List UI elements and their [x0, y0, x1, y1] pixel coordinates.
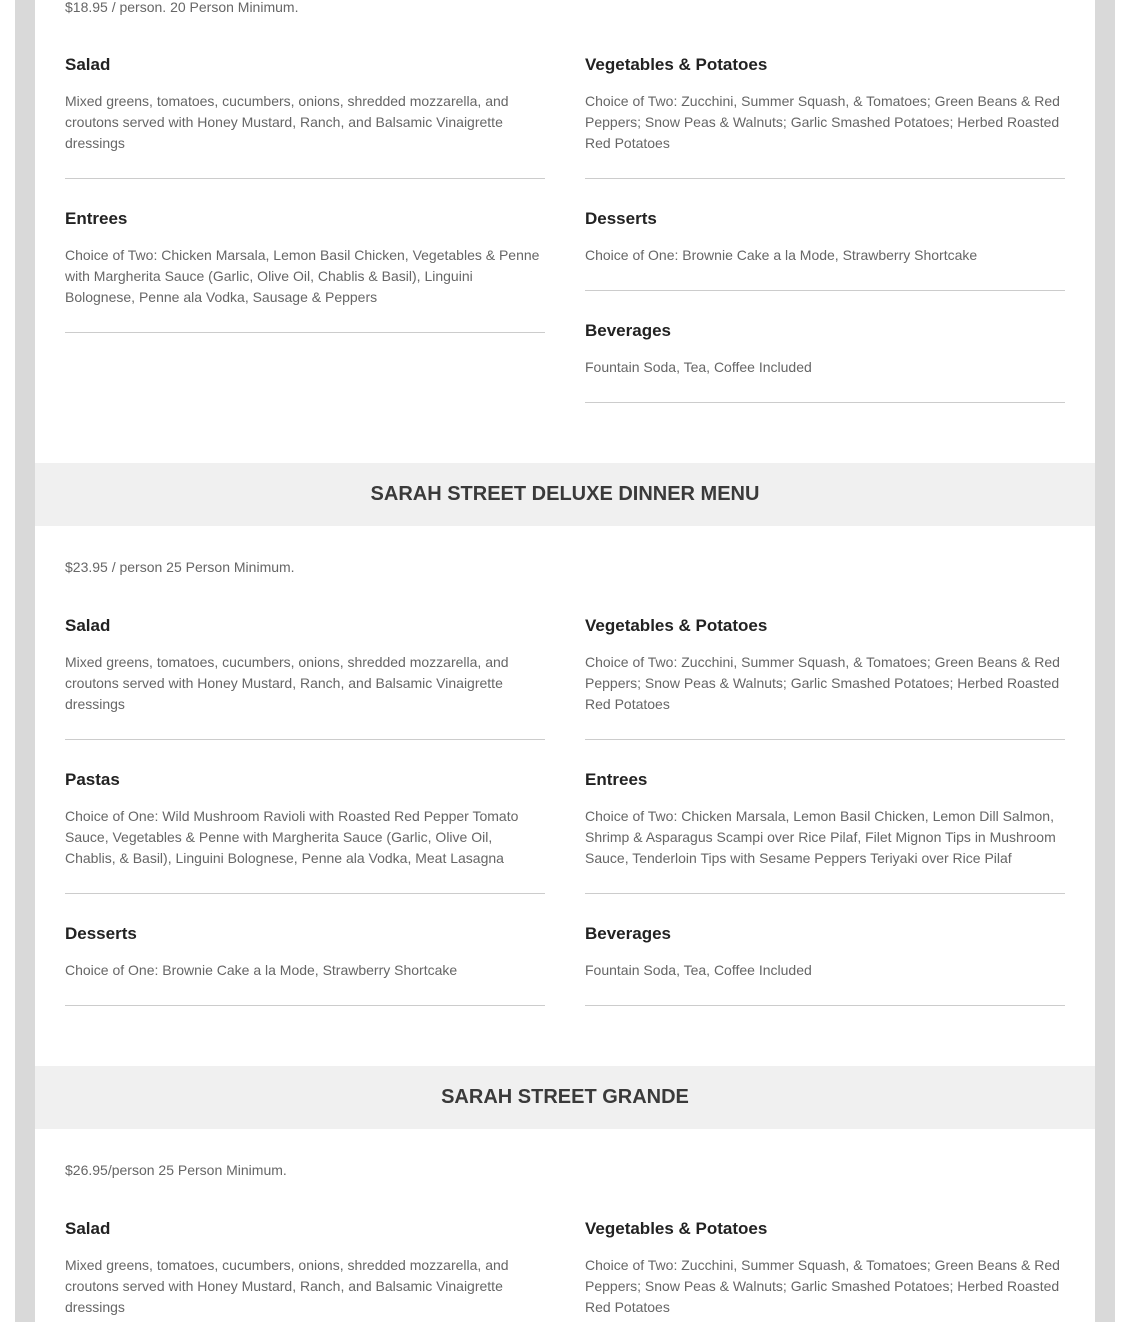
divider: [585, 290, 1065, 291]
divider: [65, 893, 545, 894]
menu-price: $23.95 / person 25 Person Minimum.: [65, 559, 295, 575]
menu-item: [65, 208, 545, 333]
menu-item-title: Beverages: [585, 321, 672, 340]
divider: [585, 402, 1065, 403]
menu-item: [65, 923, 545, 1006]
menu-item: [65, 1218, 545, 1322]
menu-item-description: Choice of One: Wild Mushroom Ravioli with Roasted Red Pepper Tomato Sauce, Vegetables & Penne with Margherita Sauce (Garlic, Olive Oil, Chablis, & Basil), Linguini Bolognese, Penne ala Vodka, Meat Lasagna: [65, 808, 519, 866]
menu-item-title: Vegetables & Potatoes: [585, 616, 768, 635]
menu-item-description: Choice of Two: Chicken Marsala, Lemon Basil Chicken, Vegetables & Penne with Margherita Sauce (Garlic, Olive Oil, Chablis & Basil), Linguini Bolognese, Penne ala Vodka, Sausage & Peppers: [65, 247, 540, 305]
menu-item: [585, 1218, 1065, 1322]
menu-item: [585, 320, 1065, 403]
page-gutter-right: [1095, 0, 1115, 1322]
menu-item-description: Choice of Two: Zucchini, Summer Squash, & Tomatoes; Green Beans & Red Peppers; Snow Peas & Walnuts; Garlic Smashed Potatoes; Herbed Roasted Red Potatoes: [585, 654, 1060, 712]
menu-item-title: Salad: [65, 1219, 111, 1238]
menu-item: [65, 615, 545, 740]
menu-item: [65, 769, 545, 894]
menu-item: [585, 615, 1065, 740]
menu-item-description: Choice of Two: Zucchini, Summer Squash, & Tomatoes; Green Beans & Red Peppers; Snow Peas & Walnuts; Garlic Smashed Potatoes; Herbed Roasted Red Potatoes: [585, 1257, 1060, 1315]
menu-item-description: Choice of Two: Zucchini, Summer Squash, & Tomatoes; Green Beans & Red Peppers; Snow Peas & Walnuts; Garlic Smashed Potatoes; Herbed Roasted Red Potatoes: [585, 93, 1060, 151]
menu-item-description: Mixed greens, tomatoes, cucumbers, onions, shredded mozzarella, and croutons served with Honey Mustard, Ranch, and Balsamic Vinaigrette dressings: [65, 93, 509, 151]
menu-item-title: Vegetables & Potatoes: [585, 1219, 768, 1238]
menu-item: [585, 769, 1065, 894]
menu-item-title: Salad: [65, 55, 111, 74]
divider: [65, 332, 545, 333]
menu-item-description: Fountain Soda, Tea, Coffee Included: [585, 359, 812, 375]
menu-item-title: Desserts: [585, 209, 657, 228]
page-gutter-left: [15, 0, 35, 1322]
divider: [65, 178, 545, 179]
menu-item-title: Pastas: [65, 770, 120, 789]
menu-section-header: [35, 1066, 1095, 1129]
divider: [585, 739, 1065, 740]
menu-item-description: Choice of One: Brownie Cake a la Mode, Strawberry Shortcake: [65, 962, 458, 978]
menu-title: SARAH STREET DELUXE DINNER MENU: [370, 483, 760, 505]
menu-title: SARAH STREET GRANDE: [441, 1086, 689, 1108]
menu-item-description: Choice of One: Brownie Cake a la Mode, Strawberry Shortcake: [585, 247, 978, 263]
menu-section-header: [35, 463, 1095, 526]
menu-item-title: Entrees: [585, 770, 648, 789]
menu-page: [35, 0, 1095, 1322]
menu-item-title: Vegetables & Potatoes: [585, 55, 768, 74]
divider: [585, 1005, 1065, 1006]
divider: [585, 178, 1065, 179]
menu-item: [585, 54, 1065, 179]
menu-item-title: Entrees: [65, 209, 128, 228]
menu-item-description: Fountain Soda, Tea, Coffee Included: [585, 962, 812, 978]
divider: [65, 1005, 545, 1006]
divider: [65, 739, 545, 740]
menu-item-title: Beverages: [585, 924, 672, 943]
menu-item: [585, 208, 1065, 291]
menu-item-title: Desserts: [65, 924, 137, 943]
menu-item-description: Mixed greens, tomatoes, cucumbers, onions, shredded mozzarella, and croutons served with Honey Mustard, Ranch, and Balsamic Vinaigrette dressings: [65, 1257, 509, 1315]
menu-price: $26.95/person 25 Person Minimum.: [65, 1162, 287, 1178]
menu-item: [65, 54, 545, 179]
menu-item: [585, 923, 1065, 1006]
menu-price: $18.95 / person. 20 Person Minimum.: [65, 0, 299, 15]
divider: [585, 893, 1065, 894]
menu-item-description: Mixed greens, tomatoes, cucumbers, onions, shredded mozzarella, and croutons served with Honey Mustard, Ranch, and Balsamic Vinaigrette dressings: [65, 654, 509, 712]
menu-item-title: Salad: [65, 616, 111, 635]
menu-item-description: Choice of Two: Chicken Marsala, Lemon Basil Chicken, Lemon Dill Salmon, Shrimp & Asparagus Scampi over Rice Pilaf, Filet Mignon Tips in Mushroom Sauce, Tenderloin Tips with Sesame Peppers Teriyaki over Rice Pilaf: [585, 808, 1056, 866]
